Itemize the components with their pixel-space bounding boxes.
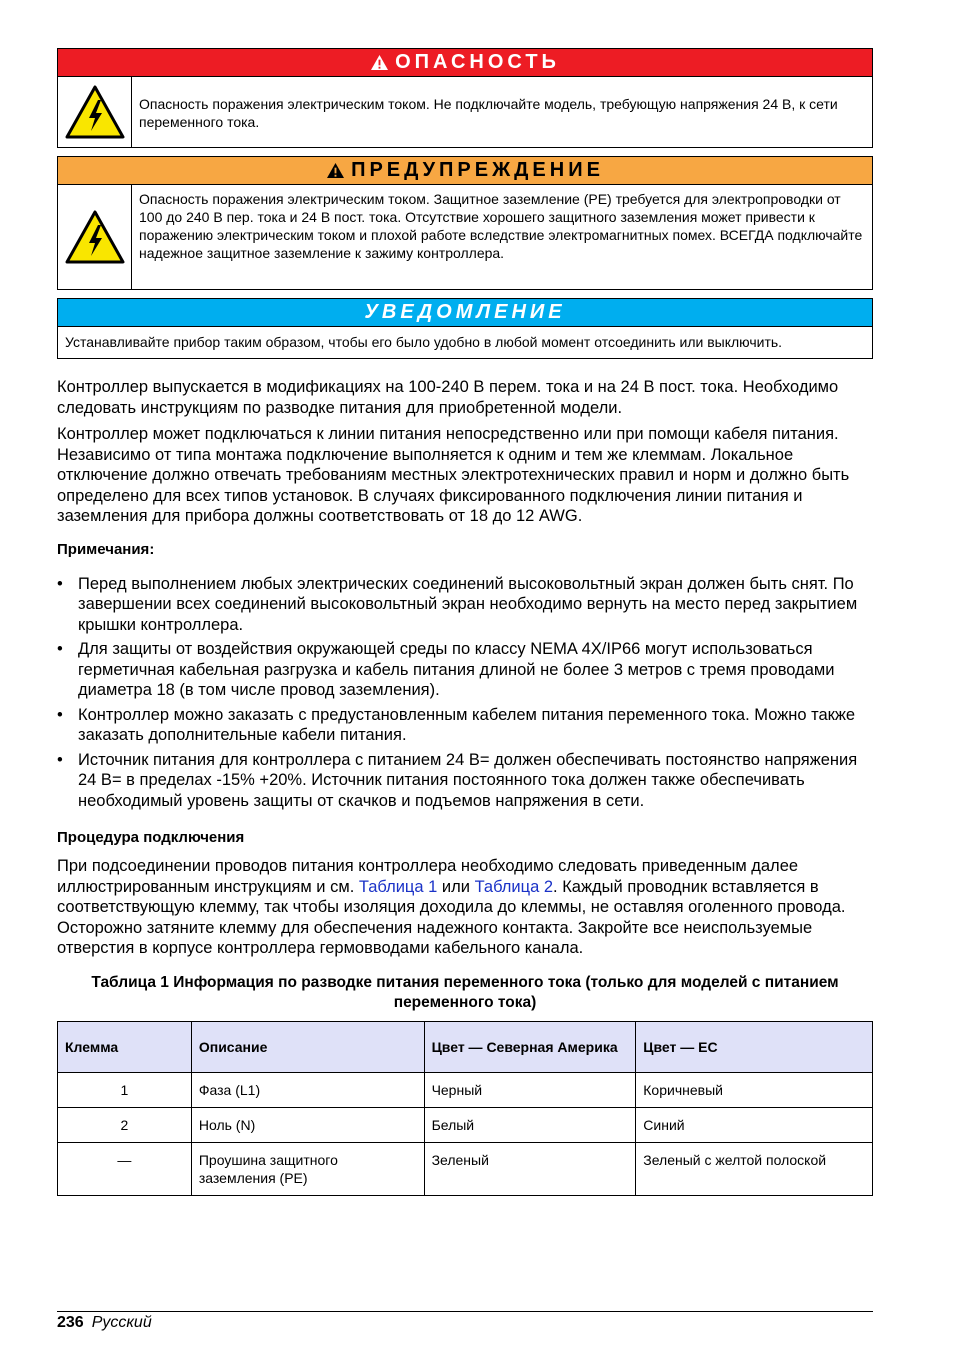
list-item: • Для защиты от воздействия окружающей среды по классу NEMA 4X/IP66 могут использоваться герметичная кабельная разгрузка и кабель питания длиной не более 3 метров с тремя проводами диаметра 18 (в том числе провод заземления). bbox=[57, 639, 873, 701]
list-item: • Источник питания для контроллера с питанием 24 В= должен обеспечивать постоянство напряжения 24 В= в пределах -15% +20%. Источник питания постоянного тока должен также обеспечивать необходимый уровень защиты от скачков и подъемов напряжения в сети. bbox=[57, 750, 873, 812]
notes-list bbox=[57, 574, 873, 812]
notice-text: Устанавливайте прибор таким образом, чтобы его было удобно в любой момент отсоединить или выключить. bbox=[65, 334, 783, 350]
header-description: Описание bbox=[191, 1021, 424, 1072]
table-1-link[interactable]: Таблица 1 bbox=[358, 877, 438, 896]
notice-box bbox=[57, 298, 873, 359]
table-caption: Таблица 1 Информация по разводке питания переменного тока (только для моделей с питанием переменного тока) bbox=[91, 973, 839, 1011]
procedure-text-after: . Каждый проводник вставляется в соответствующую клемму, так чтобы изоляция доходила до клеммы, не оставляя оголенного провода. Осторожно затяните клемму для обеспечения надежного контакта. Закройте все неиспользуемые отверстия в корпусе контроллера гермовводами кабельного канала. bbox=[57, 877, 846, 957]
table-cell: Черный bbox=[424, 1072, 636, 1107]
manual-page bbox=[57, 48, 873, 1196]
table-cell: Фаза (L1) bbox=[191, 1072, 424, 1107]
table-cell: Коричневый bbox=[636, 1072, 873, 1107]
table-cell: — bbox=[58, 1142, 192, 1195]
intro-paragraph: Контроллер выпускается в модификациях на 100-240 В перем. тока и на 24 В пост. тока. Необходимо следовать инструкциям по разводке питания для приобретенной модели. bbox=[57, 378, 839, 417]
table-row bbox=[58, 1107, 873, 1142]
procedure-text-before: При подсоединении проводов питания контроллера необходимо следовать приведенным далее иллюстрированным инструкциям и см. bbox=[57, 857, 799, 896]
connection-paragraph: Контроллер может подключаться к линии питания непосредственно или при помощи кабеля питания. Независимо от типа монтажа подключение выполняется к одним и тем же клеммам. Локальное отключение должно отвечать требованиям местных электротехнических правил и норм и должно быть определено для всех типов установок. В случаях фиксированного подключения линии питания и заземления для прибора должны соответствовать от 18 до 12 AWG. bbox=[57, 425, 850, 525]
warning-triangle-icon bbox=[370, 54, 389, 71]
table-2-link[interactable]: Таблица 2 bbox=[474, 877, 554, 896]
procedure-title: Процедура подключения bbox=[57, 829, 245, 846]
footer-language: Русский bbox=[91, 1314, 152, 1331]
procedure-text-or: или bbox=[437, 877, 475, 896]
table-cell: Зеленый с желтой полоской bbox=[636, 1142, 873, 1195]
header-terminal: Клемма bbox=[58, 1021, 192, 1072]
header-color-eu: Цвет — ЕС bbox=[636, 1021, 873, 1072]
wiring-table bbox=[57, 1021, 873, 1196]
table-cell: 1 bbox=[58, 1072, 192, 1107]
table-row bbox=[58, 1072, 873, 1107]
table-cell: Белый bbox=[424, 1107, 636, 1142]
notes-title: Примечания: bbox=[57, 540, 155, 558]
notice-title: УВЕДОМЛЕНИЕ bbox=[364, 301, 566, 323]
table-header-row bbox=[58, 1021, 873, 1072]
warning-text: Опасность поражения электрическим током. Защитное заземление (PE) требуется для электропроводки от 100 до 240 В пер. тока и 24 В пост. тока. Отсутствие хорошего защитного заземления может привести к поражению электрическим током и плохой работе вследствие электромагнитных помех. ВСЕГДА подключайте надежное защитное заземление к зажиму контроллера. bbox=[139, 191, 863, 261]
list-item: • Контроллер можно заказать с предустановленным кабелем питания переменного тока. Можно также заказать дополнительные кабели питания. bbox=[57, 705, 873, 746]
header-color-na: Цвет — Северная Америка bbox=[424, 1021, 636, 1072]
list-item: • Перед выполнением любых электрических соединений высоковольтный экран должен быть снят. По завершении всех соединений высоковольтный экран необходимо вернуть на место перед закрытием крышки контроллера. bbox=[57, 574, 873, 636]
danger-box bbox=[57, 48, 873, 148]
table-cell: Проушина защитного заземления (PE) bbox=[191, 1142, 424, 1195]
table-cell: Зеленый bbox=[424, 1142, 636, 1195]
danger-text: Опасность поражения электрическим током. Не подключайте модель, требующую напряжения 24 В, к сети переменного тока. bbox=[139, 96, 838, 130]
procedure-paragraph bbox=[57, 856, 873, 959]
warning-triangle-icon bbox=[326, 162, 345, 179]
danger-title: ОПАСНОСТЬ bbox=[395, 51, 560, 73]
table-cell: Ноль (N) bbox=[191, 1107, 424, 1142]
electric-shock-icon bbox=[58, 77, 132, 147]
table-row bbox=[58, 1142, 873, 1195]
page-footer bbox=[57, 1311, 873, 1332]
notice-header bbox=[58, 299, 872, 327]
warning-title: ПРЕДУПРЕЖДЕНИЕ bbox=[351, 159, 604, 181]
electric-shock-icon bbox=[58, 185, 132, 289]
table-cell: 2 bbox=[58, 1107, 192, 1142]
danger-header bbox=[58, 49, 872, 77]
warning-box bbox=[57, 156, 873, 290]
warning-header bbox=[58, 157, 872, 185]
page-number: 236 bbox=[57, 1314, 84, 1331]
table-cell: Синий bbox=[636, 1107, 873, 1142]
